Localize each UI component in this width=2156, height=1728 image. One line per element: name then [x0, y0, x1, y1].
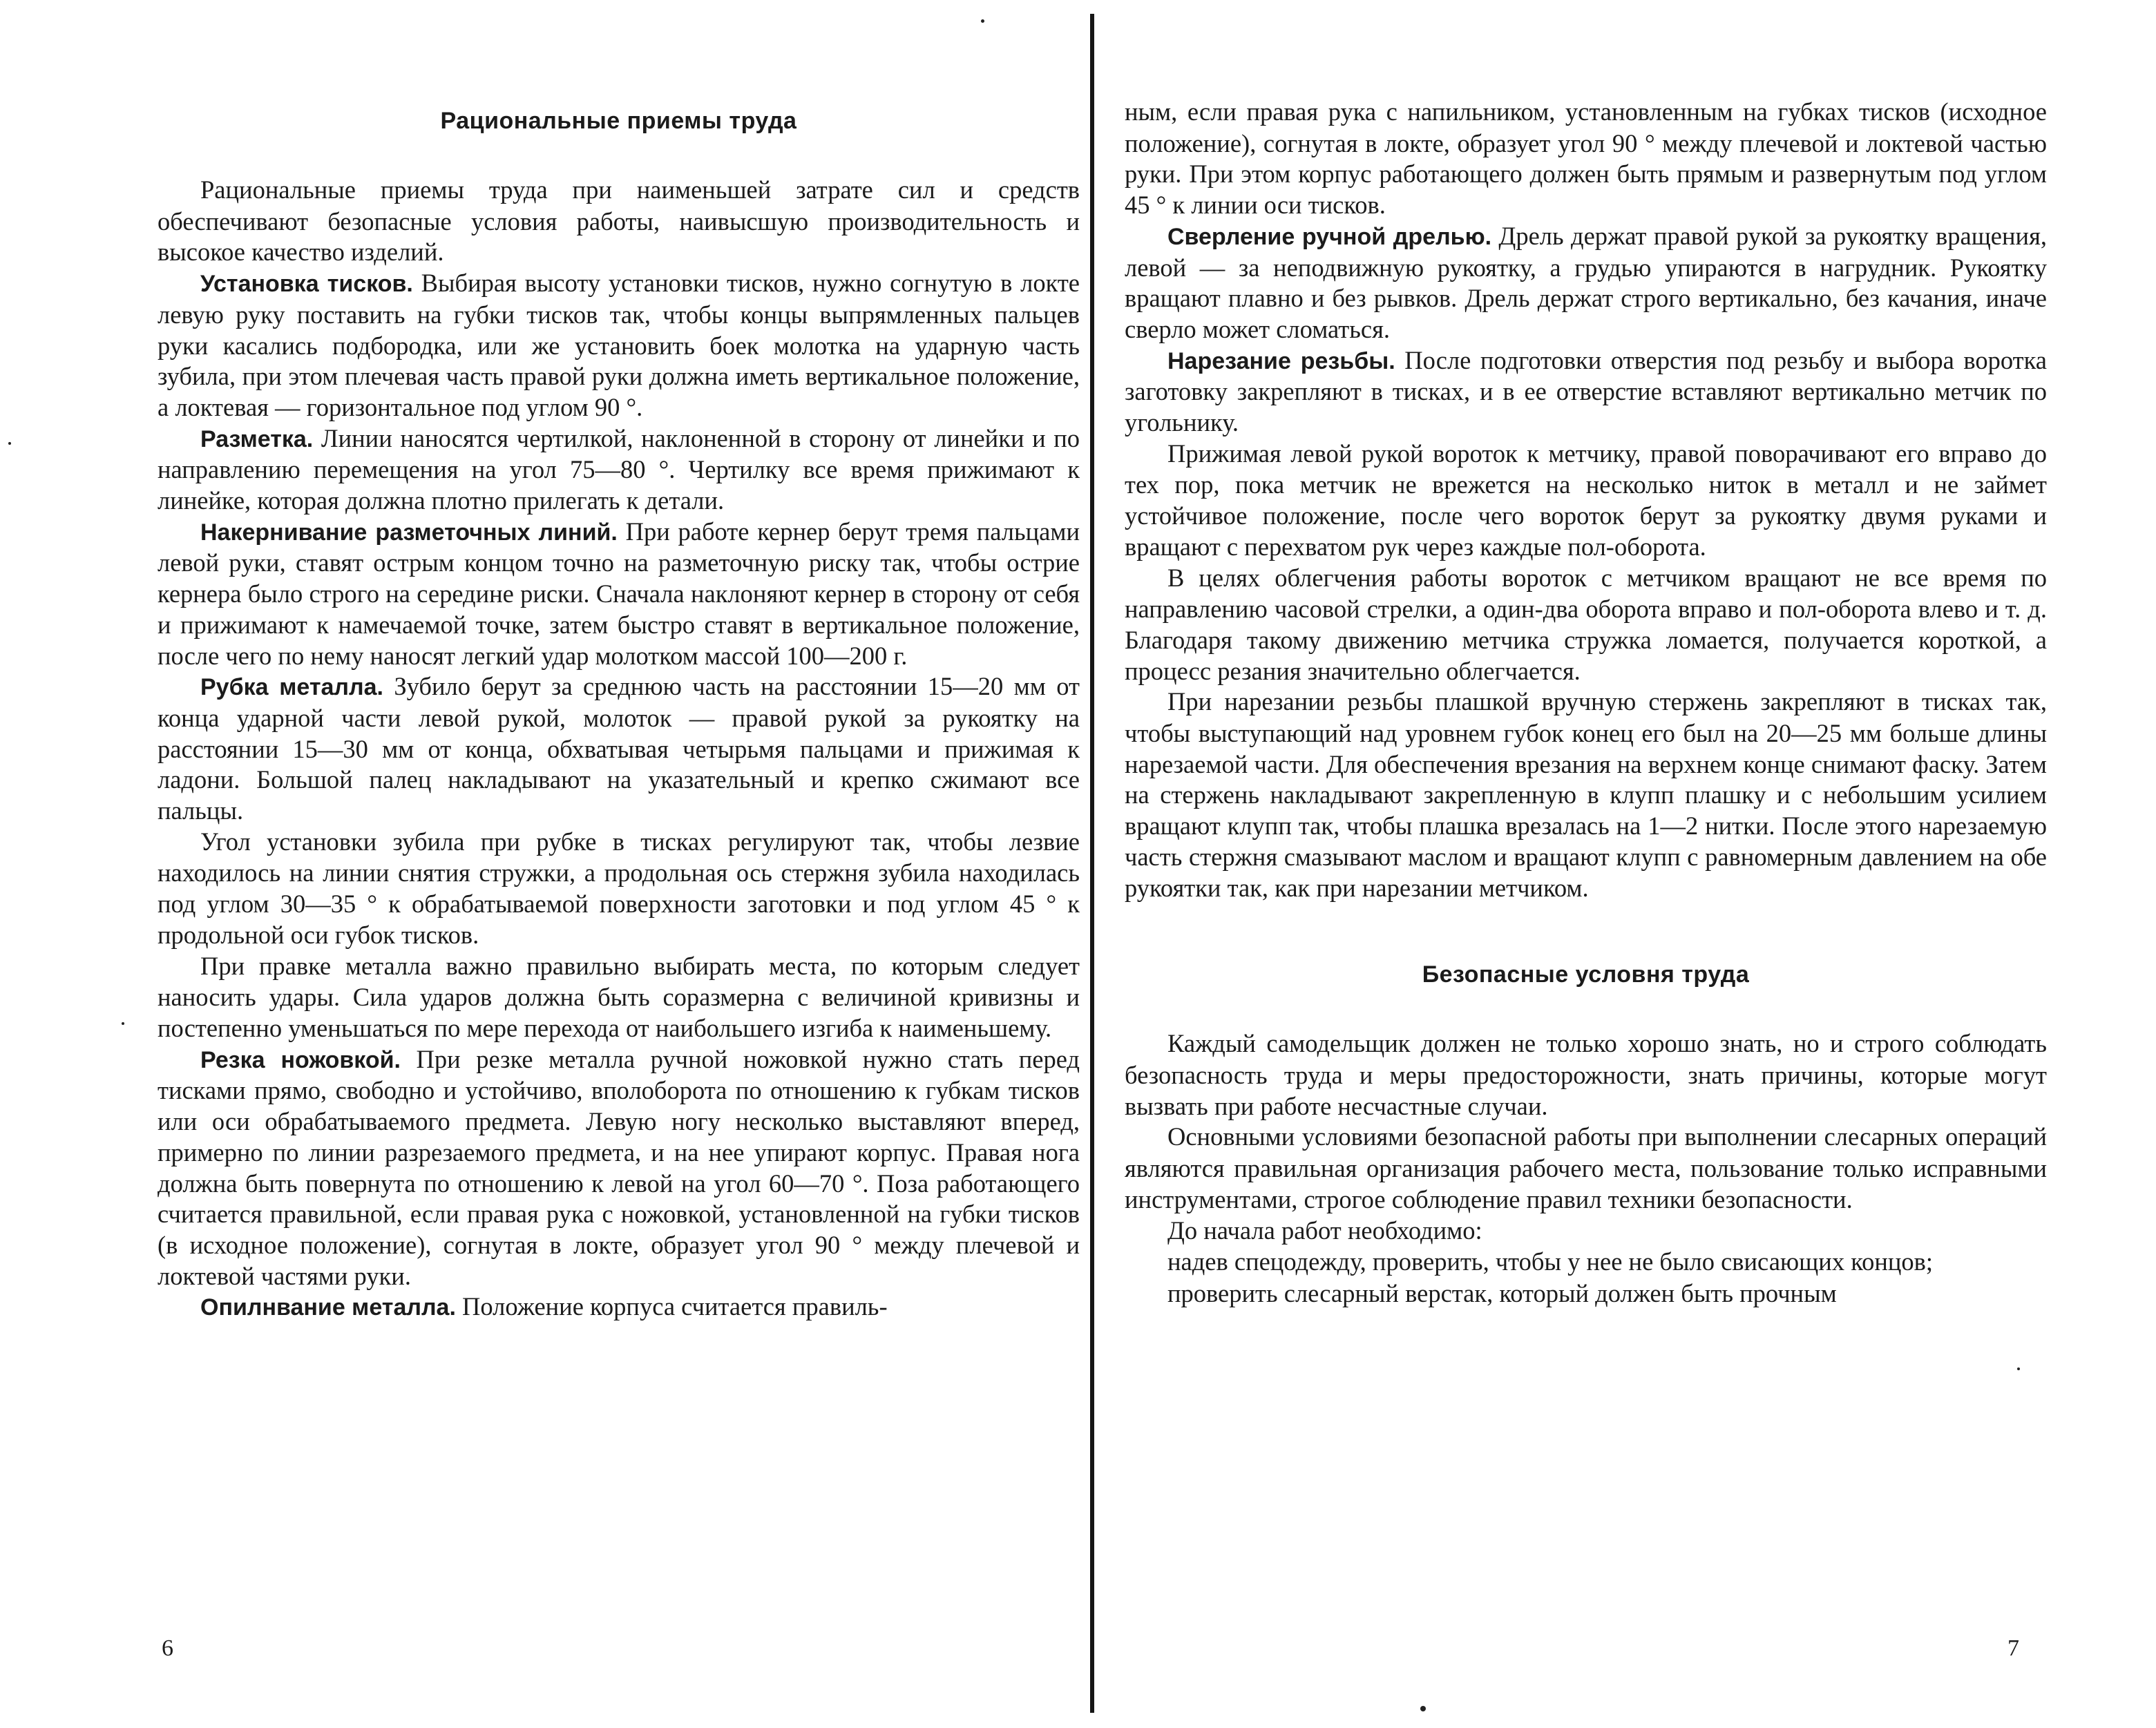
paragraph: Прижимая левой рукой вороток к метчику, правой поворачивают его вправо до тех пор, пока метчик не врежется на несколько ниток в металл и не займет устойчивое положение, после чего вороток берут за рукоятку двумя руками и вращают с перехватом рук через каждые пол-оборота.: [1125, 439, 2047, 561]
paragraph: Рубка металла. Зубило берут за среднюю часть на расстоянии 15—20 мм от конца ударной части левой рукой, молоток — правой рукой за рукоятку на расстоянии 15—30 мм от конца, обхватывая четырьмя пальцами и прижимая к ладони. Большой палец накладывают на указательный и крепко сжимают все пальцы.: [158, 672, 1080, 825]
lead-term: Накернивание разметочных линий.: [200, 519, 618, 546]
paragraph: Опилнвание металла. Положение корпуса считается правиль-: [200, 1292, 888, 1321]
scan-speck: [1420, 1706, 1426, 1711]
paragraph: Угол установки зубила при рубке в тисках регулируют так, чтобы лезвие находилось на линии снятия стружки, а продольная ось стержня зубила находилась под углом 30—35 ° к обрабатываемой поверхности заготовки и под углом 45 ° к продольной оси губок тисков.: [158, 827, 1080, 949]
spine-divider: [1090, 14, 1094, 1713]
paragraph: проверить слесарный верстак, который должен быть прочным: [1167, 1278, 1837, 1307]
page-number-left: 6: [162, 1635, 173, 1661]
paragraph: Нарезание резьбы. После подготовки отверстия под резьбу и выбора воротка заготовку закрепляют в тисках, и в ее отверстие вставляют вертикально метчик по угольнику.: [1125, 345, 2047, 437]
paragraph: Резка ножовкой. При резке металла ручной ножовкой нужно стать перед тисками прямо, свободно и устойчиво, вполоборота по отношению к губкам тисков или оси обрабатываемого предмета. Левую ногу несколько выставляют вперед, примерно по линии разрезаемого предмета, и на нее упирают корпус. Правая нога должна быть повернута по отношению к левой на угол 60—70 °. Поза работающего считается правильной, если правая рука с ножовкой, установленной на губки тисков (в исходное положение), согнутая в локте, образует угол 90 ° между плечевой и локтевой частями руки.: [158, 1044, 1080, 1290]
paragraph: Установка тисков. Выбирая высоту установки тисков, нужно согнутую в локте левую руку поставить на губки тисков так, чтобы концы выпрямленных пальцев руки касались подбородка, или же установить боек молотка на ударную часть зубила, при этом плечевая часть правой руки должна иметь вертикальное положение, а локтевая — горизонтальное под углом 90 °.: [158, 269, 1080, 421]
scan-speck: [981, 19, 984, 23]
lead-term: Сверление ручной дрелью.: [1167, 223, 1492, 250]
lead-term: Рубка металла.: [200, 674, 383, 701]
lead-term: Опилнвание металла.: [200, 1294, 456, 1321]
paragraph: Разметка. Линии наносятся чертилкой, наклоненной в сторону от линейки и по направлению перемещения на угол 75—80 °. Чертилку все время прижимают к линейке, которая должна плотно прилегать к детали.: [158, 423, 1080, 515]
page-number-right: 7: [2007, 1635, 2019, 1661]
paragraph: ным, если правая рука с напильником, установленным на губках тисков (исходное положение), согнутая в локте, образует угол 90 ° между плечевой и локтевой частью руки. При этом корпус работающего должен быть прямым и развернутым под углом 45 ° к линии оси тисков.: [1125, 97, 2047, 220]
left-page-heading: Рациональные приемы труда: [440, 108, 797, 134]
scan-speck: [2017, 1367, 2020, 1370]
paragraph: При нарезании резьбы плашкой вручную стержень закрепляют в тисках так, чтобы выступающий над уровнем губок конец его был на 20—25 мм больше длины нарезаемой части. Для обеспечения врезания на верхнем конце снимают фаску. Затем на стержень накладывают закрепленную в клупп плашку и с небольшим усилием вращают клупп так, чтобы плашка врезалась на 1—2 нитки. После этого нарезаемую часть стержня смазывают маслом и вращают клупп с равномерным давлением на обе рукоятки так, как при нарезании метчиком.: [1125, 687, 2047, 902]
scan-speck: [8, 442, 11, 445]
lead-term: Нарезание резьбы.: [1167, 347, 1395, 374]
lead-term: Установка тисков.: [200, 271, 413, 298]
right-page-heading: Безопасные условня труда: [1422, 961, 1750, 988]
right-page: [1125, 97, 2047, 1310]
paragraph: Сверление ручной дрелью. Дрель держат правой рукой за рукоятку вращения, левой — за неподвижную рукоятку, а грудью упираются в нагрудник. Рукоятку вращают плавно и без рывков. Дрель держат строго вертикально, без качания, иначе сверло может сломаться.: [1125, 221, 2047, 343]
paragraph: До начала работ необходимо:: [1167, 1216, 1482, 1245]
scan-speck: [122, 1022, 124, 1025]
paragraph: Каждый самодельщик должен не только хорошо знать, но и строго соблюдать безопасность труда и меры предосторожности, знать причины, которые могут вызвать при работе несчастные случаи.: [1125, 1029, 2047, 1120]
lead-term: Резка ножовкой.: [200, 1046, 401, 1073]
paragraph: Накернивание разметочных линий. При работе кернер берут тремя пальцами левой руки, ставят острым концом точно на разметочную риску так, чтобы острие кернера было строго на середине риски. Сначала наклоняют кернер в сторону от себя и прижимают к намечаемой точке, затем быстро ставят в вертикальное положение, после чего по нему наносят легкий удар молотком массой 100—200 г.: [158, 517, 1080, 670]
paragraph: При правке металла важно правильно выбирать места, по которым следует наносить удары. Сила ударов должна быть соразмерна с величиной кривизны и постепенно уменьшаться по мере перехода от наибольшего изгиба к наименьшему.: [158, 951, 1080, 1042]
paragraph: Основными условиями безопасной работы при выполнении слесарных операций являются правильная организация рабочего места, пользование только исправными инструментами, строгое соблюдение правил техники безопасности.: [1125, 1122, 2047, 1213]
lead-term: Разметка.: [200, 425, 314, 452]
paragraph: В целях облегчения работы вороток с метчиком вращают не все время по направлению часовой стрелки, а один-два оборота вправо и пол-оборота влево и т. д. Благодаря такому движению метчика стружка ломается, получается короткой, а процесс резания значительно облегчается.: [1125, 563, 2047, 685]
left-page: [158, 97, 1080, 1323]
paragraph: Рациональные приемы труда при наименьшей затрате сил и средств обеспечивают безопасные условия работы, наивысшую производительность и высокое качество изделий.: [158, 175, 1080, 267]
paragraph: надев спецодежду, проверить, чтобы у нее не было свисающих концов;: [1167, 1247, 1934, 1276]
